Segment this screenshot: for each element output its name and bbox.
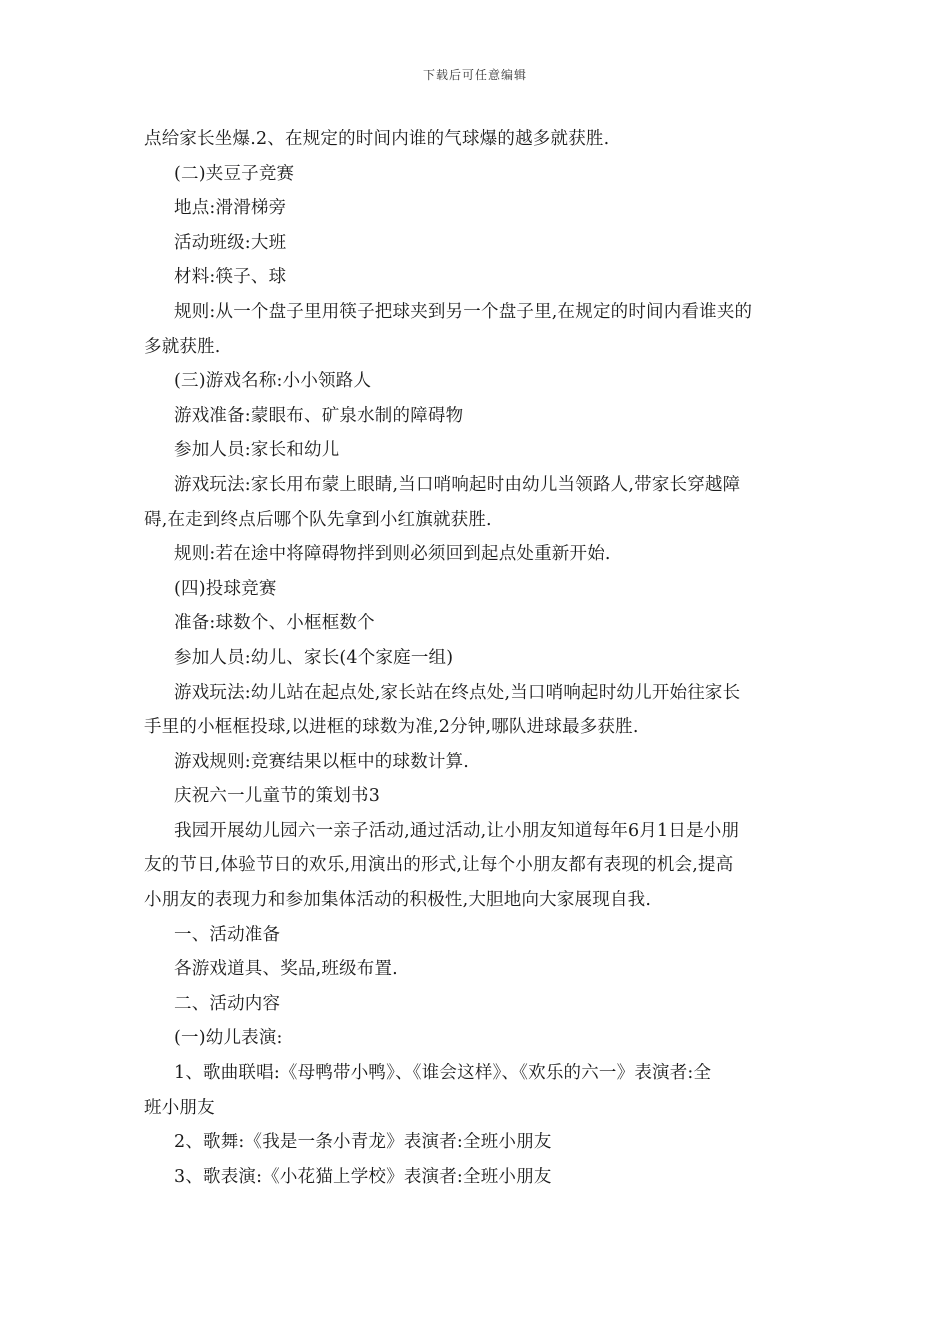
paragraph: 各游戏道具、奖品,班级布置. bbox=[174, 959, 398, 980]
page-header: 下载后可任意编辑 bbox=[422, 68, 527, 82]
paragraph: 1、歌曲联唱:《母鸭带小鸭》、《谁会这样》、《欢乐的六一》表演者:全 bbox=[174, 1063, 712, 1084]
document-body bbox=[144, 122, 814, 1194]
paragraph: 一、活动准备 bbox=[174, 924, 281, 945]
paragraph: (二)夹豆子竞赛 bbox=[174, 163, 295, 184]
paragraph: 点给家长坐爆.2、在规定的时间内谁的气球爆的越多就获胜. bbox=[144, 129, 610, 149]
paragraph: 地点:滑滑梯旁 bbox=[174, 198, 287, 219]
paragraph: 规则:从一个盘子里用筷子把球夹到另一个盘子里,在规定的时间内看谁夹的 bbox=[174, 301, 753, 322]
paragraph: 参加人员:家长和幼儿 bbox=[174, 440, 340, 461]
paragraph: 准备:球数个、小框框数个 bbox=[174, 613, 375, 634]
paragraph: 庆祝六一儿童节的策划书3 bbox=[174, 786, 381, 807]
paragraph: 我园开展幼儿园六一亲子活动,通过活动,让小朋友知道每年6月1日是小朋 bbox=[174, 820, 740, 841]
paragraph: (三)游戏名称:小小领路人 bbox=[174, 371, 372, 392]
paragraph: 2、歌舞:《我是一条小青龙》表演者:全班小朋友 bbox=[174, 1132, 552, 1153]
paragraph: (四)投球竞赛 bbox=[174, 578, 277, 599]
paragraph: 游戏玩法:幼儿站在起点处,家长站在终点处,当口哨响起时幼儿开始往家长 bbox=[174, 682, 741, 703]
paragraph: 二、活动内容 bbox=[174, 993, 281, 1014]
paragraph-continuation: 班小朋友 bbox=[144, 1097, 215, 1118]
paragraph: (一)幼儿表演: bbox=[174, 1028, 283, 1049]
paragraph: 游戏规则:竞赛结果以框中的球数计算. bbox=[174, 751, 470, 772]
paragraph-continuation: 小朋友的表现力和参加集体活动的积极性,大胆地向大家展现自我. bbox=[144, 890, 652, 911]
paragraph: 游戏准备:蒙眼布、矿泉水制的障碍物 bbox=[174, 405, 464, 426]
paragraph: 活动班级:大班 bbox=[174, 232, 287, 253]
paragraph-continuation: 手里的小框框投球,以进框的球数为准,2分钟,哪队进球最多获胜. bbox=[144, 717, 639, 738]
paragraph: 规则:若在途中将障碍物拌到则必须回到起点处重新开始. bbox=[174, 544, 611, 565]
paragraph: 参加人员:幼儿、家长(4个家庭一组) bbox=[174, 647, 454, 668]
paragraph-continuation: 友的节日,体验节日的欢乐,用演出的形式,让每个小朋友都有表现的机会,提高 bbox=[144, 855, 734, 876]
paragraph: 游戏玩法:家长用布蒙上眼睛,当口哨响起时由幼儿当领路人,带家长穿越障 bbox=[174, 474, 741, 495]
paragraph: 3、歌表演:《小花猫上学校》表演者:全班小朋友 bbox=[174, 1166, 552, 1187]
paragraph-continuation: 碍,在走到终点后哪个队先拿到小红旗就获胜. bbox=[144, 509, 492, 530]
paragraph-continuation: 多就获胜. bbox=[144, 336, 221, 357]
paragraph: 材料:筷子、球 bbox=[174, 267, 287, 288]
